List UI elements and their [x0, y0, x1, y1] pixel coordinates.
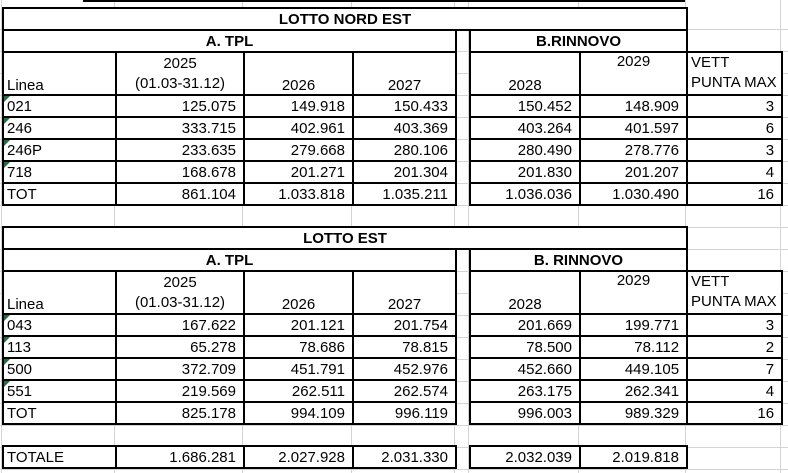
value-cell[interactable]: 233.635: [116, 139, 244, 161]
table-row: [3, 358, 782, 380]
spacer-cell: [456, 117, 470, 139]
total-value-cell[interactable]: 1.030.490: [580, 183, 687, 205]
linea-label: 021: [7, 97, 33, 115]
year-2025-header-cell[interactable]: [116, 52, 244, 95]
year-2027-header-cell[interactable]: 2027: [353, 52, 456, 95]
value-cell[interactable]: 150.433: [353, 95, 456, 117]
value-cell[interactable]: 451.791: [244, 358, 353, 380]
value-cell[interactable]: 201.121: [244, 314, 353, 336]
error-flag-icon: [4, 315, 10, 321]
value-cell[interactable]: 148.909: [580, 95, 687, 117]
title-cell[interactable]: LOTTO EST: [3, 227, 687, 249]
spacer-cell: [456, 380, 470, 402]
vett-cell[interactable]: 4: [687, 161, 782, 183]
year-2026-header-cell[interactable]: 2026: [244, 271, 353, 314]
empty-cell[interactable]: [687, 249, 782, 271]
linea-cell[interactable]: [3, 358, 116, 380]
value-cell[interactable]: 262.574: [353, 380, 456, 402]
linea-cell[interactable]: [3, 161, 116, 183]
value-cell[interactable]: 201.271: [244, 161, 353, 183]
value-cell[interactable]: 199.771: [580, 314, 687, 336]
value-cell[interactable]: 201.830: [470, 161, 580, 183]
tot-label-cell[interactable]: TOT: [3, 183, 116, 205]
total-value-cell[interactable]: 1.036.036: [470, 183, 580, 205]
total-vett-cell[interactable]: 16: [687, 402, 782, 424]
empty-cell[interactable]: [687, 227, 782, 249]
grand-total-value-cell[interactable]: 2.027.928: [244, 446, 353, 468]
linea-label: 246P: [7, 141, 43, 159]
linea-label: 718: [7, 163, 33, 181]
value-cell[interactable]: 201.754: [353, 314, 456, 336]
value-cell[interactable]: 149.918: [244, 95, 353, 117]
vett-cell[interactable]: 4: [687, 380, 782, 402]
value-cell[interactable]: 65.278: [116, 336, 244, 358]
value-cell[interactable]: 78.112: [580, 336, 687, 358]
table-title-row: [3, 8, 782, 30]
table-row: [3, 161, 782, 183]
total-row: [3, 183, 782, 205]
spacer-cell: [456, 52, 470, 95]
table-row: [3, 336, 782, 358]
grand-total-value-cell[interactable]: 2.031.330: [353, 446, 456, 468]
value-cell[interactable]: 403.264: [470, 117, 580, 139]
total-value-cell[interactable]: 825.178: [116, 402, 244, 424]
spacer-cell: [456, 336, 470, 358]
linea-cell[interactable]: [3, 380, 116, 402]
value-cell[interactable]: 449.105: [580, 358, 687, 380]
value-cell[interactable]: 263.175: [470, 380, 580, 402]
year-2028-header-cell[interactable]: 2028: [470, 271, 580, 314]
grand-total-value-cell[interactable]: 2.032.039: [470, 446, 580, 468]
year-sublabel: (01.03-31.12): [134, 75, 226, 92]
table-row: [3, 380, 782, 402]
spacer-cell: [456, 95, 470, 117]
vett-cell[interactable]: 3: [687, 314, 782, 336]
value-cell[interactable]: 167.622: [116, 314, 244, 336]
year-2029-header-cell[interactable]: 2029: [580, 52, 687, 95]
table-row: [3, 95, 782, 117]
linea-cell[interactable]: [3, 95, 116, 117]
section-a-tpl-cell[interactable]: A. TPL: [3, 249, 456, 271]
table-title-row: [3, 227, 782, 249]
total-value-cell[interactable]: 996.003: [470, 402, 580, 424]
linea-cell[interactable]: [3, 336, 116, 358]
year-sublabel: (01.03-31.12): [134, 294, 226, 311]
value-cell[interactable]: 401.597: [580, 117, 687, 139]
error-flag-icon: [4, 359, 10, 365]
section-a-tpl-cell[interactable]: A. TPL: [3, 30, 456, 52]
tot-label-cell[interactable]: TOT: [3, 402, 116, 424]
value-cell[interactable]: 278.776: [580, 139, 687, 161]
totale-label-cell[interactable]: TOTALE: [3, 446, 116, 468]
linea-label: 113: [7, 338, 31, 356]
linea-header-cell[interactable]: Linea: [3, 271, 116, 314]
linea-cell[interactable]: [3, 139, 116, 161]
linea-cell[interactable]: [3, 314, 116, 336]
empty-cell[interactable]: [687, 30, 782, 52]
linea-label: 551: [7, 382, 33, 400]
spacer-cell: [456, 446, 470, 468]
total-value-cell[interactable]: 861.104: [116, 183, 244, 205]
vett-cell[interactable]: 2: [687, 336, 782, 358]
grand-total-value-cell[interactable]: 1.686.281: [116, 446, 244, 468]
value-cell[interactable]: 168.678: [116, 161, 244, 183]
column-header-row: [3, 52, 782, 95]
lotto-est-table: [2, 226, 783, 425]
year-2028-header-cell[interactable]: 2028: [470, 52, 580, 95]
total-value-cell[interactable]: 989.329: [580, 402, 687, 424]
table-row: [3, 314, 782, 336]
spacer-cell: [456, 358, 470, 380]
year-2027-header-cell[interactable]: 2027: [353, 271, 456, 314]
section-row: [3, 30, 782, 52]
section-row: [3, 249, 782, 271]
value-cell[interactable]: 279.668: [244, 139, 353, 161]
value-cell[interactable]: 78.686: [244, 336, 353, 358]
value-cell[interactable]: 125.075: [116, 95, 244, 117]
value-cell[interactable]: 201.304: [353, 161, 456, 183]
value-cell[interactable]: 262.341: [580, 380, 687, 402]
value-cell[interactable]: 280.106: [353, 139, 456, 161]
value-cell[interactable]: 402.961: [244, 117, 353, 139]
total-value-cell[interactable]: 1.033.818: [244, 183, 353, 205]
year-label: 2025: [163, 274, 197, 291]
error-flag-icon: [4, 381, 10, 387]
value-cell[interactable]: 78.815: [353, 336, 456, 358]
value-cell[interactable]: 262.511: [244, 380, 353, 402]
value-cell[interactable]: 452.976: [353, 358, 456, 380]
partial-row-border: [83, 0, 685, 2]
vett-cell[interactable]: 7: [687, 358, 782, 380]
grand-total-table: [2, 445, 782, 469]
vett-punta-max-header-cell[interactable]: VETT PUNTA MAX: [687, 52, 782, 95]
linea-header-cell[interactable]: Linea: [3, 52, 116, 95]
error-flag-icon: [4, 118, 10, 124]
grand-total-value-cell[interactable]: 2.019.818: [580, 446, 687, 468]
total-row: [3, 402, 782, 424]
value-cell[interactable]: 78.500: [470, 336, 580, 358]
linea-cell[interactable]: [3, 117, 116, 139]
total-vett-cell[interactable]: 16: [687, 183, 782, 205]
year-2026-header-cell[interactable]: 2026: [244, 52, 353, 95]
table-row: [3, 139, 782, 161]
table-row: [3, 117, 782, 139]
spacer-cell: [456, 314, 470, 336]
vett-cell[interactable]: 6: [687, 117, 782, 139]
year-2029-header-cell[interactable]: 2029: [580, 271, 687, 314]
value-cell[interactable]: 201.669: [470, 314, 580, 336]
total-value-cell[interactable]: 996.119: [353, 402, 456, 424]
vett-punta-max-header-cell[interactable]: VETT PUNTA MAX: [687, 271, 782, 314]
spacer-cell: [456, 139, 470, 161]
spacer-cell: [456, 183, 470, 205]
value-cell[interactable]: 372.709: [116, 358, 244, 380]
vett-cell[interactable]: 3: [687, 95, 782, 117]
error-flag-icon: [4, 162, 10, 168]
value-cell[interactable]: 219.569: [116, 380, 244, 402]
spacer-cell: [456, 161, 470, 183]
lotto-nord-est-table: [2, 7, 783, 206]
year-label: 2025: [163, 55, 197, 72]
spacer-cell: [456, 271, 470, 314]
error-flag-icon: [4, 337, 10, 343]
spacer-cell: [456, 249, 470, 271]
linea-label: 500: [7, 360, 33, 378]
value-cell[interactable]: 452.660: [470, 358, 580, 380]
total-value-cell[interactable]: 1.035.211: [353, 183, 456, 205]
value-cell[interactable]: 333.715: [116, 117, 244, 139]
value-cell[interactable]: 280.490: [470, 139, 580, 161]
error-flag-icon: [4, 96, 10, 102]
title-cell[interactable]: LOTTO NORD EST: [3, 8, 687, 30]
section-b-rinnovo-cell[interactable]: B. RINNOVO: [470, 249, 687, 271]
value-cell[interactable]: 201.207: [580, 161, 687, 183]
year-2025-header-cell[interactable]: [116, 271, 244, 314]
grand-total-row: [3, 446, 782, 468]
value-cell[interactable]: 150.452: [470, 95, 580, 117]
linea-label: 246: [7, 119, 33, 137]
column-header-row: [3, 271, 782, 314]
empty-cell[interactable]: [687, 8, 782, 30]
total-value-cell[interactable]: 994.109: [244, 402, 353, 424]
error-flag-icon: [4, 140, 10, 146]
linea-label: 043: [7, 316, 33, 334]
spacer-cell: [456, 30, 470, 52]
value-cell[interactable]: 403.369: [353, 117, 456, 139]
vett-cell[interactable]: 3: [687, 139, 782, 161]
section-b-rinnovo-cell[interactable]: B.RINNOVO: [470, 30, 687, 52]
spacer-cell: [456, 402, 470, 424]
empty-cell[interactable]: [687, 446, 782, 468]
